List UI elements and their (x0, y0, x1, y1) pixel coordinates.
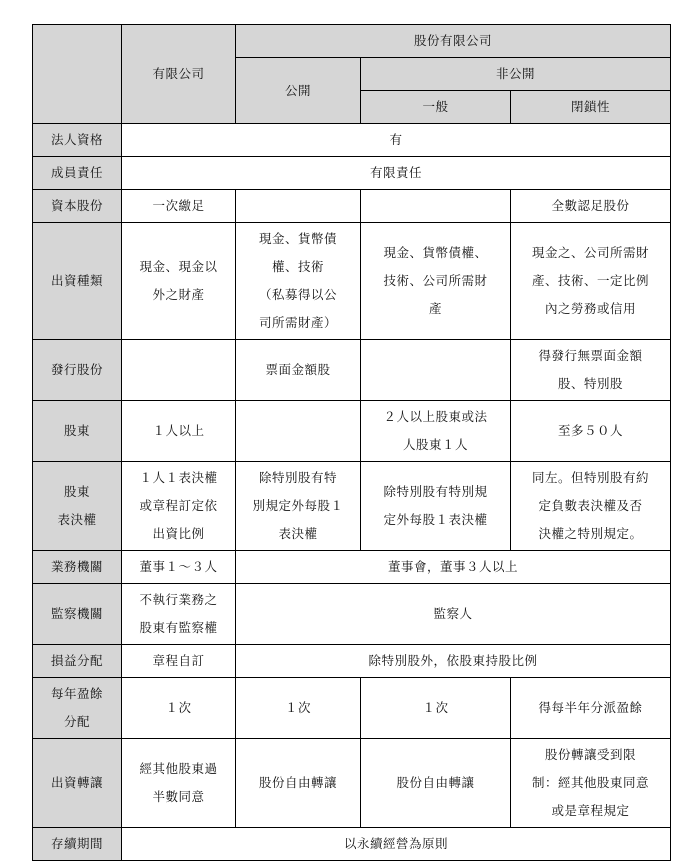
cell-public (236, 401, 361, 462)
row-capital-shares (33, 190, 671, 223)
header-nonpublic: 非公開 (361, 58, 671, 91)
row-label: 存續期間 (33, 828, 122, 861)
cell-limited: 不執行業務之 股東有監察權 (122, 584, 236, 645)
cell-public: 除特別股有特 別規定外每股１ 表決權 (236, 462, 361, 551)
row-member-liability (33, 157, 671, 190)
comparison-table-wrapper (32, 24, 671, 861)
cell-limited: 董事１～３人 (122, 551, 236, 584)
cell-general: 除特別股有特別規 定外每股１表決權 (361, 462, 511, 551)
cell-limited (122, 340, 236, 401)
row-duration (33, 828, 671, 861)
row-label: 出資種類 (33, 223, 122, 340)
cell-general: 股份自由轉讓 (361, 739, 511, 828)
cell-limited: 經其他股東過 半數同意 (122, 739, 236, 828)
header-public: 公開 (236, 58, 361, 124)
row-business-organ (33, 551, 671, 584)
cell-closed: 至多５０人 (511, 401, 671, 462)
row-label: 出資轉讓 (33, 739, 122, 828)
cell-corp: 監察人 (236, 584, 671, 645)
cell-all: 以永續經營為原則 (122, 828, 671, 861)
row-label: 股東 表決權 (33, 462, 122, 551)
cell-general (361, 190, 511, 223)
cell-corp: 除特別股外，依股東持股比例 (236, 645, 671, 678)
cell-general: 現金、貨幣債權、 技術、公司所需財 產 (361, 223, 511, 340)
cell-closed: 得發行無票面金額 股、特別股 (511, 340, 671, 401)
header-general: 一般 (361, 91, 511, 124)
cell-closed: 現金之、公司所需財 產、技術、一定比例 內之勞務或信用 (511, 223, 671, 340)
row-contribution-type (33, 223, 671, 340)
cell-closed: 股份轉讓受到限 制：經其他股東同意 或是章程規定 (511, 739, 671, 828)
cell-limited: １人１表決權 或章程訂定依 出資比例 (122, 462, 236, 551)
header-limited-company: 有限公司 (122, 25, 236, 124)
cell-public: 股份自由轉讓 (236, 739, 361, 828)
cell-limited: １人以上 (122, 401, 236, 462)
row-label: 損益分配 (33, 645, 122, 678)
cell-limited: 現金、現金以 外之財產 (122, 223, 236, 340)
cell-closed: 同左。但特別股有約 定負數表決權及否 決權之特別規定。 (511, 462, 671, 551)
row-annual-dividend (33, 678, 671, 739)
row-profit-distribution (33, 645, 671, 678)
cell-public: １次 (236, 678, 361, 739)
cell-corp: 董事會，董事３人以上 (236, 551, 671, 584)
cell-limited: １次 (122, 678, 236, 739)
row-label: 業務機關 (33, 551, 122, 584)
row-label: 資本股份 (33, 190, 122, 223)
cell-general: ２人以上股東或法 人股東１人 (361, 401, 511, 462)
cell-general: １次 (361, 678, 511, 739)
header-corp-group: 股份有限公司 (236, 25, 671, 58)
row-label: 法人資格 (33, 124, 122, 157)
row-issued-shares (33, 340, 671, 401)
cell-all: 有 (122, 124, 671, 157)
cell-closed: 得每半年分派盈餘 (511, 678, 671, 739)
row-label: 成員責任 (33, 157, 122, 190)
row-transfer (33, 739, 671, 828)
cell-closed: 全數認足股份 (511, 190, 671, 223)
cell-limited: 章程自訂 (122, 645, 236, 678)
row-shareholders (33, 401, 671, 462)
cell-public: 現金、貨幣債 權、技術 （私募得以公 司所需財產） (236, 223, 361, 340)
row-voting-rights (33, 462, 671, 551)
cell-public (236, 190, 361, 223)
cell-general (361, 340, 511, 401)
cell-limited: 一次繳足 (122, 190, 236, 223)
header-row-1 (33, 25, 671, 58)
row-label: 每年盈餘 分配 (33, 678, 122, 739)
cell-all: 有限責任 (122, 157, 671, 190)
header-closed: 閉鎖性 (511, 91, 671, 124)
row-legal-person (33, 124, 671, 157)
corner-cell (33, 25, 122, 124)
row-supervisory-organ (33, 584, 671, 645)
row-label: 發行股份 (33, 340, 122, 401)
row-label: 監察機關 (33, 584, 122, 645)
company-comparison-table (32, 24, 671, 861)
cell-public: 票面金額股 (236, 340, 361, 401)
row-label: 股東 (33, 401, 122, 462)
